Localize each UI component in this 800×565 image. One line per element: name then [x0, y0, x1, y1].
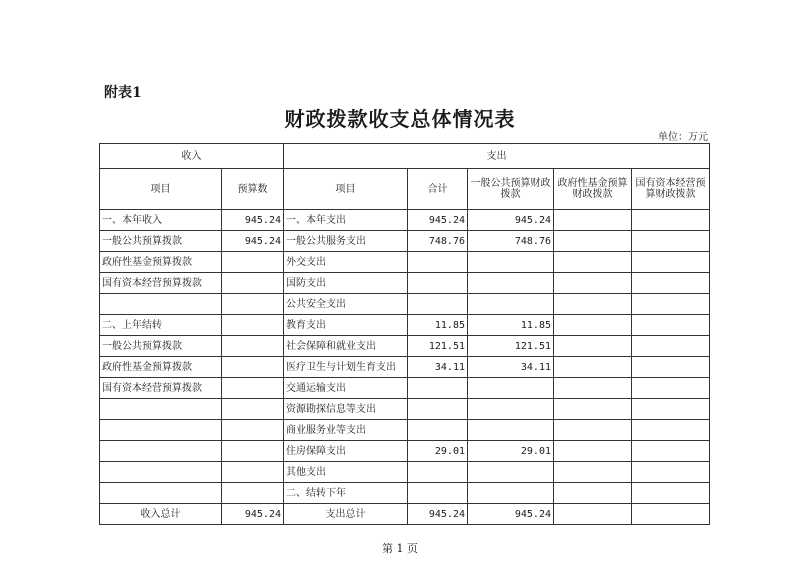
total-cell: 11.85 — [408, 315, 468, 336]
income-item-cell: 一般公共预算拨款 — [100, 231, 222, 252]
income-item-cell — [100, 483, 222, 504]
total-cell — [408, 273, 468, 294]
total-cell: 29.01 — [408, 441, 468, 462]
income-item-cell — [100, 462, 222, 483]
income-item-cell: 政府性基金预算拨款 — [100, 252, 222, 273]
col-gov-fund: 政府性基金预算财政拨款 — [554, 169, 632, 210]
table-row — [100, 273, 710, 294]
total-cell — [408, 483, 468, 504]
total-cell: 748.76 — [408, 231, 468, 252]
state-capital-cell — [632, 441, 710, 462]
table-row — [100, 252, 710, 273]
income-item-cell: 一、本年收入 — [100, 210, 222, 231]
expense-item-cell: 一、本年支出 — [284, 210, 408, 231]
income-header: 收入 — [100, 144, 284, 169]
income-item-cell — [100, 294, 222, 315]
state-capital-cell — [632, 483, 710, 504]
total-cell — [408, 420, 468, 441]
table-row — [100, 357, 710, 378]
general-budget-cell — [468, 378, 554, 399]
state-capital-cell — [632, 420, 710, 441]
income-item-cell: 二、上年结转 — [100, 315, 222, 336]
expense-item-cell: 其他支出 — [284, 462, 408, 483]
expense-item-cell: 交通运输支出 — [284, 378, 408, 399]
col-total: 合计 — [408, 169, 468, 210]
table-row — [100, 210, 710, 231]
gov-fund-cell — [554, 399, 632, 420]
header-row-top — [100, 144, 710, 169]
general-budget-cell — [468, 420, 554, 441]
general-budget-cell: 121.51 — [468, 336, 554, 357]
state-capital-cell — [632, 294, 710, 315]
general-budget-cell: 29.01 — [468, 441, 554, 462]
gov-fund-cell — [554, 336, 632, 357]
income-budget-cell: 945.24 — [222, 210, 284, 231]
total-cell — [408, 462, 468, 483]
general-budget-cell — [468, 294, 554, 315]
table-row — [100, 483, 710, 504]
income-budget-cell — [222, 294, 284, 315]
income-budget-cell — [222, 252, 284, 273]
income-budget-cell — [222, 483, 284, 504]
total-cell: 121.51 — [408, 336, 468, 357]
income-item-cell: 国有资本经营预算拨款 — [100, 378, 222, 399]
table-row — [100, 441, 710, 462]
gov-fund-cell — [554, 273, 632, 294]
expense-item-cell: 一般公共服务支出 — [284, 231, 408, 252]
state-capital-cell — [632, 462, 710, 483]
total-cell — [408, 378, 468, 399]
income-budget-cell: 945.24 — [222, 231, 284, 252]
table-row — [100, 462, 710, 483]
income-budget-cell — [222, 315, 284, 336]
expense-item-cell: 医疗卫生与计划生育支出 — [284, 357, 408, 378]
general-budget-cell — [468, 399, 554, 420]
general-budget-cell — [468, 462, 554, 483]
state-capital-cell — [632, 231, 710, 252]
gov-fund-cell — [554, 483, 632, 504]
fund-total-value — [554, 504, 632, 525]
total-cell: 945.24 — [408, 210, 468, 231]
general-budget-cell: 748.76 — [468, 231, 554, 252]
expense-item-cell: 商业服务业等支出 — [284, 420, 408, 441]
expense-item-cell: 外交支出 — [284, 252, 408, 273]
expense-item-cell: 二、结转下年 — [284, 483, 408, 504]
total-cell: 34.11 — [408, 357, 468, 378]
state-capital-cell — [632, 378, 710, 399]
expense-item-cell: 国防支出 — [284, 273, 408, 294]
general-budget-cell — [468, 483, 554, 504]
table-row — [100, 420, 710, 441]
income-budget-cell — [222, 441, 284, 462]
expense-item-cell: 住房保障支出 — [284, 441, 408, 462]
income-budget-cell — [222, 378, 284, 399]
general-budget-cell — [468, 252, 554, 273]
income-budget-cell — [222, 357, 284, 378]
general-budget-cell: 945.24 — [468, 210, 554, 231]
unit-label: 单位：万元 — [658, 132, 708, 143]
gov-fund-cell — [554, 315, 632, 336]
general-budget-cell: 34.11 — [468, 357, 554, 378]
gov-fund-cell — [554, 420, 632, 441]
table-row — [100, 315, 710, 336]
income-item-cell: 国有资本经营预算拨款 — [100, 273, 222, 294]
table-row — [100, 336, 710, 357]
table-row — [100, 378, 710, 399]
expense-item-cell: 教育支出 — [284, 315, 408, 336]
total-cell — [408, 399, 468, 420]
capital-total-value — [632, 504, 710, 525]
income-item-cell — [100, 441, 222, 462]
table-row — [100, 231, 710, 252]
income-item-cell: 一般公共预算拨款 — [100, 336, 222, 357]
total-cell — [408, 294, 468, 315]
expense-item-cell: 公共安全支出 — [284, 294, 408, 315]
income-total-label: 收入总计 — [100, 504, 222, 525]
expense-item-cell: 社会保障和就业支出 — [284, 336, 408, 357]
state-capital-cell — [632, 357, 710, 378]
page-number: 第 1 页 — [382, 542, 418, 555]
gov-fund-cell — [554, 231, 632, 252]
income-budget-cell — [222, 273, 284, 294]
income-item-cell — [100, 420, 222, 441]
income-budget-cell — [222, 336, 284, 357]
totals-row — [100, 504, 710, 525]
header-row-columns — [100, 169, 710, 210]
attachment-label: 附表1 — [104, 85, 142, 101]
total-cell — [408, 252, 468, 273]
expense-header: 支出 — [284, 144, 710, 169]
income-item-cell: 政府性基金预算拨款 — [100, 357, 222, 378]
gov-fund-cell — [554, 210, 632, 231]
gov-fund-cell — [554, 378, 632, 399]
col-state-capital: 国有资本经营预算财政拨款 — [632, 169, 710, 210]
expense-total-value: 945.24 — [408, 504, 468, 525]
general-budget-cell: 11.85 — [468, 315, 554, 336]
col-expense-item: 项目 — [284, 169, 408, 210]
gov-fund-cell — [554, 294, 632, 315]
gov-fund-cell — [554, 441, 632, 462]
page-title: 财政拨款收支总体情况表 — [284, 107, 516, 131]
state-capital-cell — [632, 399, 710, 420]
income-item-cell — [100, 399, 222, 420]
general-total-value: 945.24 — [468, 504, 554, 525]
table-row — [100, 399, 710, 420]
income-total-value: 945.24 — [222, 504, 284, 525]
income-budget-cell — [222, 420, 284, 441]
col-income-item: 项目 — [100, 169, 222, 210]
income-budget-cell — [222, 399, 284, 420]
state-capital-cell — [632, 315, 710, 336]
gov-fund-cell — [554, 252, 632, 273]
gov-fund-cell — [554, 462, 632, 483]
col-general-budget: 一般公共预算财政拨款 — [468, 169, 554, 210]
state-capital-cell — [632, 210, 710, 231]
expense-item-cell: 资源勘探信息等支出 — [284, 399, 408, 420]
expense-total-label: 支出总计 — [284, 504, 408, 525]
state-capital-cell — [632, 252, 710, 273]
state-capital-cell — [632, 273, 710, 294]
gov-fund-cell — [554, 357, 632, 378]
general-budget-cell — [468, 273, 554, 294]
income-budget-cell — [222, 462, 284, 483]
state-capital-cell — [632, 336, 710, 357]
table-row — [100, 294, 710, 315]
col-income-budget: 预算数 — [222, 169, 284, 210]
budget-table — [99, 143, 710, 525]
